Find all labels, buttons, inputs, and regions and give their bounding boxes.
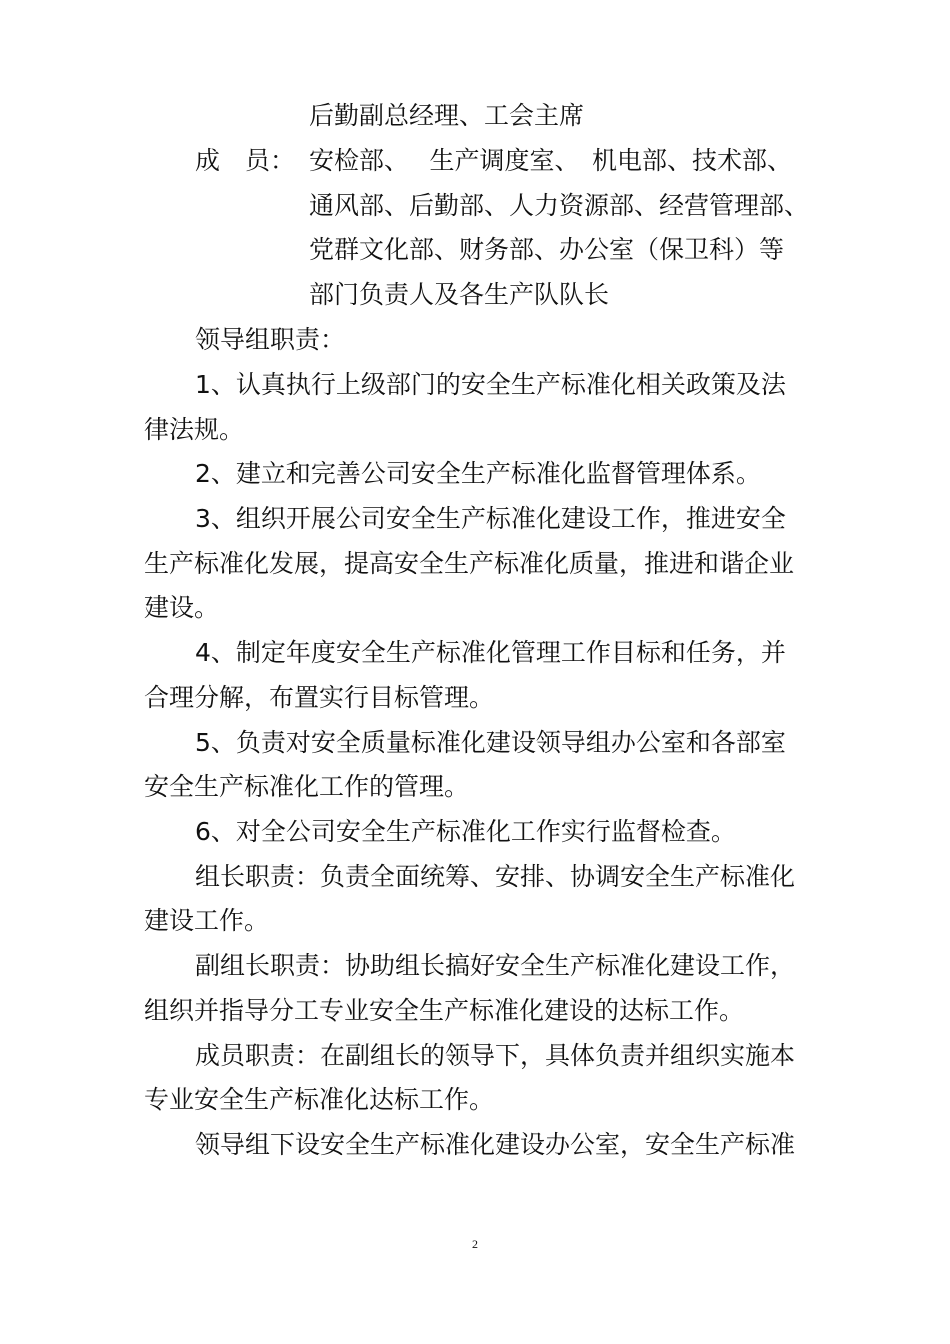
duty-item-1-cont: 律法规。 xyxy=(144,415,245,444)
duty-item-3-cont: 建设。 xyxy=(144,593,220,622)
members-line: 安检部、 生产调度室、 机电部、技术部、 xyxy=(309,146,792,175)
duty-item-1: 1、认真执行上级部门的安全生产标准化相关政策及法 xyxy=(195,370,786,399)
duties-heading: 领导组职责： xyxy=(195,325,346,354)
duty-item-3: 3、组织开展公司安全生产标准化建设工作，推进安全 xyxy=(195,504,786,533)
duty-item-3-cont: 生产标准化发展，提高安全生产标准化质量，推进和谐企业 xyxy=(144,549,795,578)
deputy-duty-cont: 组织并指导分工专业安全生产标准化建设的达标工作。 xyxy=(144,996,745,1025)
member-duty-cont: 专业安全生产标准化达标工作。 xyxy=(144,1085,495,1114)
duty-item-5-cont: 安全生产标准化工作的管理。 xyxy=(144,772,470,801)
leader-duty: 组长职责：负责全面统筹、安排、协调安全生产标准化 xyxy=(195,862,796,891)
page-number: 2 xyxy=(472,1237,478,1251)
duty-item-2: 2、建立和完善公司安全生产标准化监督管理体系。 xyxy=(195,459,761,488)
members-line: 通风部、后勤部、人力资源部、经营管理部、 xyxy=(309,191,810,220)
duty-item-4: 4、制定年度安全生产标准化管理工作目标和任务，并 xyxy=(195,638,786,667)
members-line: 部门负责人及各生产队队长 xyxy=(309,280,610,309)
duty-item-6: 6、对全公司安全生产标准化工作实行监督检查。 xyxy=(195,817,736,846)
leader-duty-cont: 建设工作。 xyxy=(144,906,270,935)
members-label: 成 员： xyxy=(195,146,296,175)
duty-item-5: 5、负责对安全质量标准化建设领导组办公室和各部室 xyxy=(195,728,786,757)
header-continuation: 后勤副总经理、工会主席 xyxy=(309,101,585,130)
deputy-duty: 副组长职责：协助组长搞好安全生产标准化建设工作， xyxy=(195,951,796,980)
member-duty: 成员职责：在副组长的领导下，具体负责并组织实施本 xyxy=(195,1041,796,1070)
members-line: 党群文化部、财务部、办公室（保卫科）等 xyxy=(309,235,785,264)
office-line: 领导组下设安全生产标准化建设办公室，安全生产标准 xyxy=(195,1130,796,1159)
duty-item-4-cont: 合理分解，布置实行目标管理。 xyxy=(144,683,495,712)
